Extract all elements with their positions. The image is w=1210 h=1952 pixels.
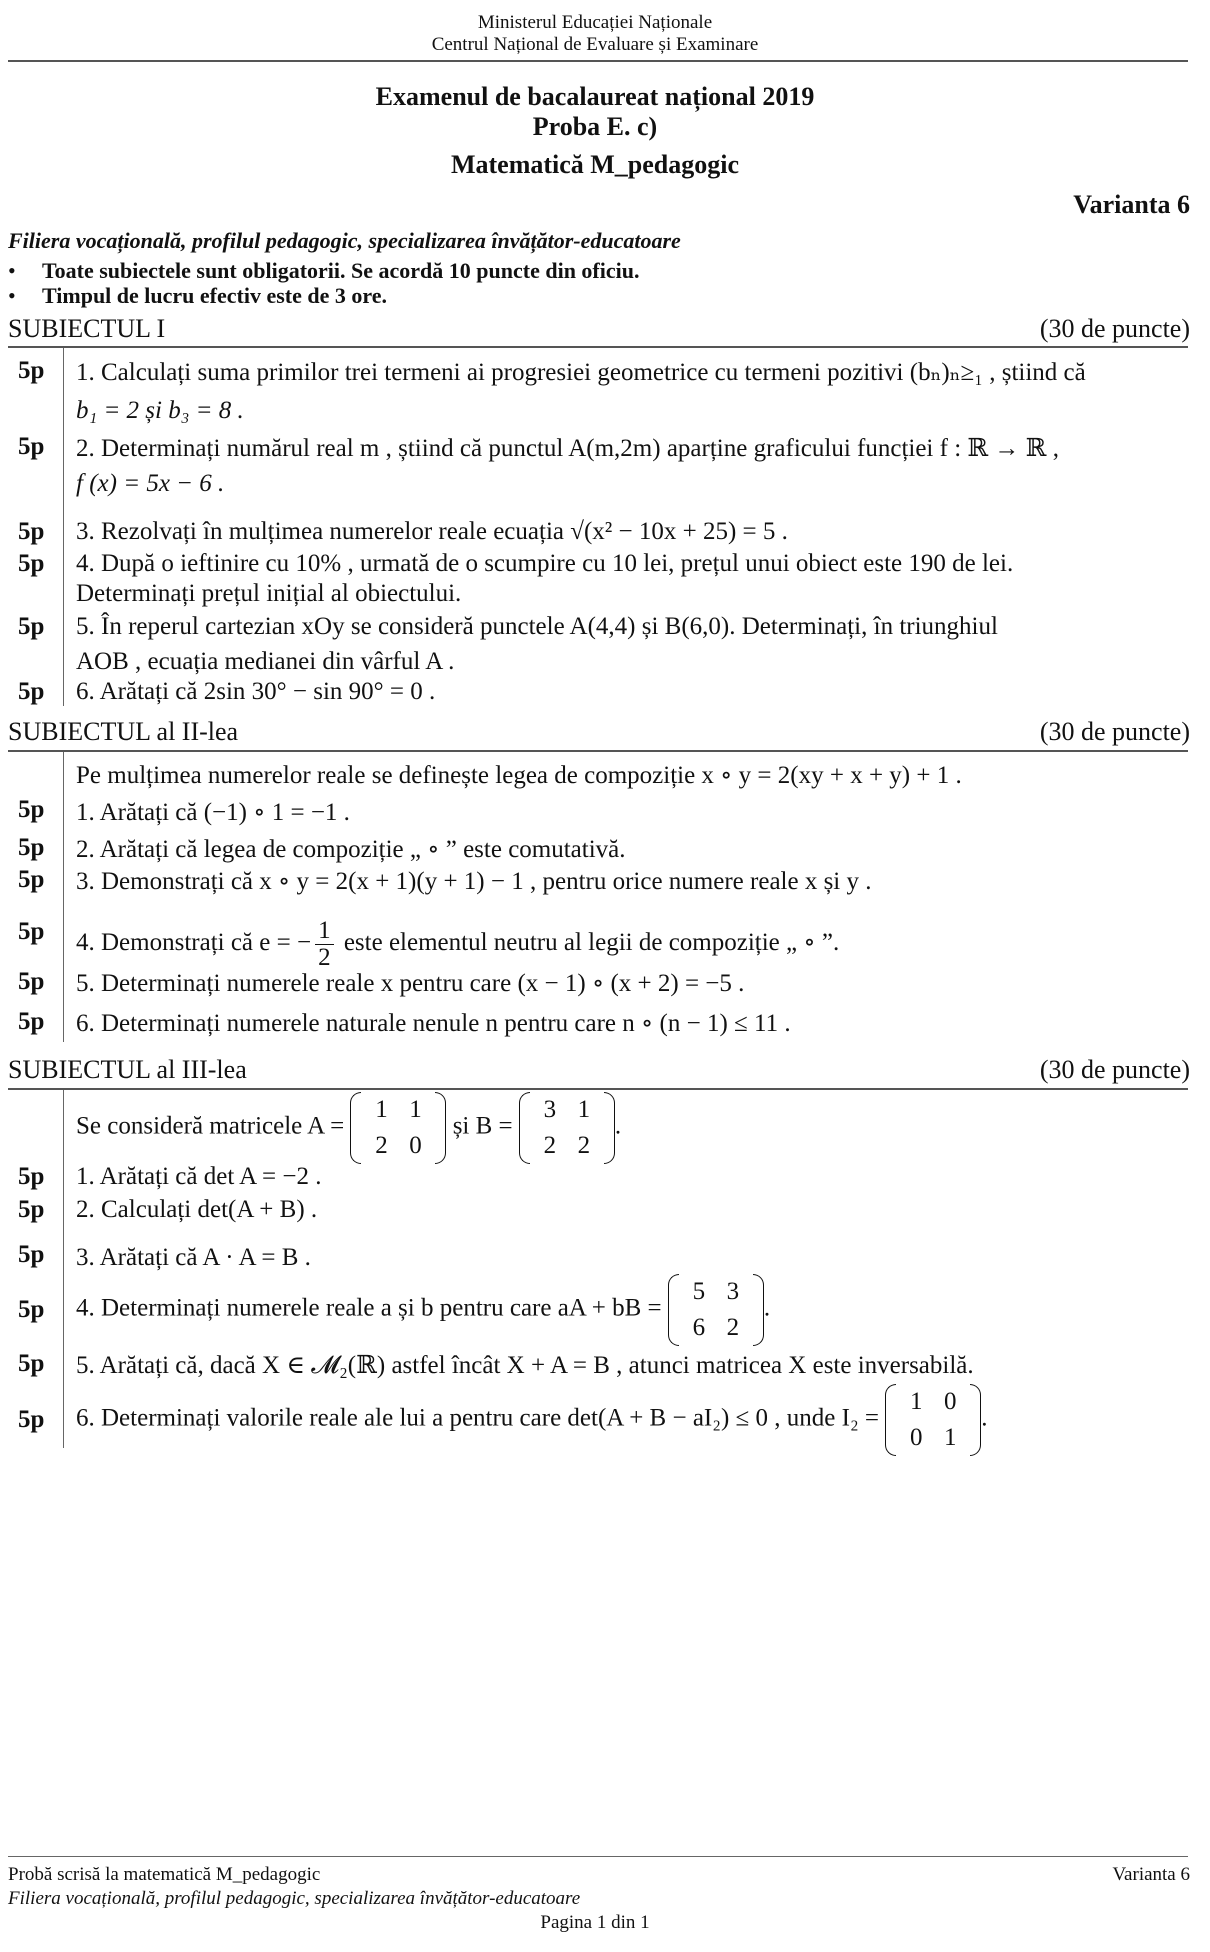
bullet-dot: • — [8, 258, 16, 283]
points-label: 5p — [18, 678, 45, 705]
s3-item-4-text-end: . — [763, 1294, 771, 1322]
s3-item-6-text-end: . — [981, 1404, 988, 1432]
s1-item-5-cont: AOB , ecuația medianei din vârful A . — [76, 648, 455, 675]
matrix-result-cell: 2 — [726, 1314, 740, 1341]
s3-intro — [76, 1092, 621, 1164]
s1-item-4-cont: Determinați prețul inițial al obiectului. — [76, 580, 462, 607]
s2-item-4-text-post: este elementul neutru al legii de compoziție „ ∘ ”. — [337, 929, 840, 957]
section-3-title: SUBIECTUL al III-lea — [8, 1055, 247, 1084]
points-label: 5p — [18, 357, 45, 384]
points-label: 5p — [18, 1296, 45, 1323]
matrix-a-cell: 2 — [375, 1132, 388, 1159]
section-3-margin-line — [63, 1090, 64, 1448]
exam-title: Examenul de bacalaureat național 2019 — [375, 82, 815, 111]
points-label: 5p — [18, 834, 45, 861]
s2-item-4-text-pre: 4. Demonstrați că e = − — [76, 929, 312, 957]
points-label: 5p — [18, 550, 45, 577]
section-3-points: (30 de puncte) — [1039, 1055, 1190, 1084]
points-label: 5p — [18, 1008, 45, 1035]
page-number: Pagina 1 din 1 — [540, 1912, 650, 1933]
s3-item-4-text-pre: 4. Determinați numerele reale a și b pentru care aA + bB = — [76, 1294, 662, 1322]
points-label: 5p — [18, 1241, 45, 1268]
header-divider — [8, 60, 1188, 62]
points-label: 5p — [18, 433, 45, 460]
section-1-divider — [8, 346, 1188, 348]
filiera-line: Filiera vocațională, profilul pedagogic, specializarea învățător-educatoare — [8, 228, 681, 253]
matrix-result-cell: 5 — [692, 1278, 706, 1305]
s3-intro-text-end: . — [614, 1112, 622, 1140]
section-2-margin-line — [63, 752, 64, 1042]
fraction — [315, 918, 334, 971]
s3-item-3: 3. Arătați că A · A = B . — [76, 1244, 311, 1271]
s1-item-3: 3. Rezolvați în mulțimea numerelor reale ecuația √(x² − 10x + 25) = 5 . — [76, 518, 788, 545]
fraction-denominator: 2 — [318, 944, 331, 971]
s2-item-4 — [76, 918, 839, 971]
s2-intro: Pe mulțimea numerelor reale se definește legea de compoziție x ∘ y = 2(xy + x + y) + 1 . — [76, 762, 962, 789]
s1-item-1: 1. Calculați suma primilor trei termeni ai progresiei geometrice cu termeni pozitivi (bₙ)ₙ≥₁ , știind că — [76, 359, 1086, 386]
matrix-b-cell: 3 — [543, 1096, 557, 1123]
s3-item-6-text-pre: 6. Determinați valorile reale ale lui a pentru care det(A + B − aI₂) ≤ 0 , unde I₂ = — [76, 1404, 880, 1432]
section-2-points: (30 de puncte) — [1039, 717, 1190, 746]
matrix-identity-cell: 0 — [944, 1388, 957, 1415]
footer-variant: Varianta 6 — [1112, 1864, 1190, 1885]
s2-item-1: 1. Arătați că (−1) ∘ 1 = −1 . — [76, 799, 350, 826]
s2-item-5: 5. Determinați numerele reale x pentru care (x − 1) ∘ (x + 2) = −5 . — [76, 970, 745, 997]
variant-label: Varianta 6 — [1073, 190, 1190, 219]
matrix-result — [668, 1274, 764, 1346]
s3-intro-text-pre: Se consideră matricele A = — [76, 1112, 345, 1140]
s1-item-6: 6. Arătați că 2sin 30° − sin 90° = 0 . — [76, 678, 436, 705]
matrix-b — [519, 1092, 615, 1164]
ministry-header: Ministerul Educației Naționale — [477, 12, 713, 33]
points-label: 5p — [18, 796, 45, 823]
section-1-title: SUBIECTUL I — [8, 314, 166, 343]
fraction-numerator: 1 — [315, 918, 334, 945]
points-label: 5p — [18, 1163, 45, 1190]
s1-item-4: 4. După o ieftinire cu 10% , urmată de o scumpire cu 10 lei, prețul unui obiect este 190 de lei. — [76, 550, 1014, 577]
matrix-a — [350, 1092, 446, 1164]
matrix-a-cell: 0 — [409, 1132, 422, 1159]
center-header: Centrul Național de Evaluare și Examinare — [431, 34, 759, 55]
points-label: 5p — [18, 1406, 45, 1433]
footer-left-2: Filiera vocațională, profilul pedagogic, specializarea învățător-educatoare — [8, 1888, 581, 1909]
s2-item-3: 3. Demonstrați că x ∘ y = 2(x + 1)(y + 1) − 1 , pentru orice numere reale x și y . — [76, 868, 872, 895]
matrix-a-cell: 1 — [409, 1096, 422, 1123]
s3-item-2: 2. Calculați det(A + B) . — [76, 1196, 318, 1223]
points-label: 5p — [18, 918, 45, 945]
bullet-dot: • — [8, 283, 16, 308]
footer-divider — [8, 1856, 1188, 1857]
s3-intro-text-mid: și B = — [446, 1112, 513, 1140]
matrix-b-cell: 2 — [577, 1132, 591, 1159]
points-label: 5p — [18, 968, 45, 995]
section-3-divider — [8, 1088, 1188, 1090]
section-2-title: SUBIECTUL al II-lea — [8, 717, 239, 746]
s1-item-2-cont: f (x) = 5x − 6 . — [76, 470, 225, 497]
matrix-identity-cell: 0 — [910, 1424, 923, 1451]
points-label: 5p — [18, 866, 45, 893]
footer-left-1: Probă scrisă la matematică M_pedagogic — [8, 1864, 321, 1885]
s2-item-6: 6. Determinați numerele naturale nenule n pentru care n ∘ (n − 1) ≤ 11 . — [76, 1010, 791, 1037]
s1-item-2: 2. Determinați numărul real m , știind că punctul A(m,2m) aparține graficului funcției f : ℝ → ℝ , — [76, 435, 1059, 462]
matrix-result-cell: 6 — [692, 1314, 706, 1341]
points-label: 5p — [18, 1350, 45, 1377]
matrix-identity-cell: 1 — [910, 1388, 923, 1415]
s1-item-5: 5. În reperul cartezian xOy se consideră punctele A(4,4) și B(6,0). Determinați, în triunghiul — [76, 613, 998, 640]
matrix-identity-cell: 1 — [944, 1424, 957, 1451]
points-label: 5p — [18, 518, 45, 545]
matrix-identity — [885, 1384, 981, 1456]
s3-item-5: 5. Arătați că, dacă X ∈ 𝓜₂(ℝ) astfel încât X + A = B , atunci matricea X este inversabilă. — [76, 1352, 974, 1379]
s3-item-4 — [76, 1274, 770, 1346]
matrix-a-cell: 1 — [375, 1096, 388, 1123]
proba-title: Proba E. c) — [532, 112, 658, 141]
section-2-divider — [8, 750, 1188, 752]
subject-title: Matematică M_pedagogic — [450, 150, 740, 179]
rule-bullet-1: Toate subiectele sunt obligatorii. Se acordă 10 puncte din oficiu. — [42, 258, 640, 283]
matrix-b-cell: 1 — [577, 1096, 591, 1123]
section-1-margin-line — [63, 348, 64, 706]
matrix-b-cell: 2 — [543, 1132, 557, 1159]
points-label: 5p — [18, 1196, 45, 1223]
s1-item-1-cont: b₁ = 2 și b₃ = 8 . — [76, 397, 244, 424]
s2-item-2: 2. Arătați că legea de compoziție „ ∘ ” este comutativă. — [76, 836, 626, 863]
rule-bullet-2: Timpul de lucru efectiv este de 3 ore. — [42, 283, 388, 308]
matrix-result-cell: 3 — [726, 1278, 740, 1305]
section-1-points: (30 de puncte) — [1039, 314, 1190, 343]
s3-item-6 — [76, 1384, 988, 1456]
points-label: 5p — [18, 613, 45, 640]
s3-item-1: 1. Arătați că det A = −2 . — [76, 1163, 322, 1190]
